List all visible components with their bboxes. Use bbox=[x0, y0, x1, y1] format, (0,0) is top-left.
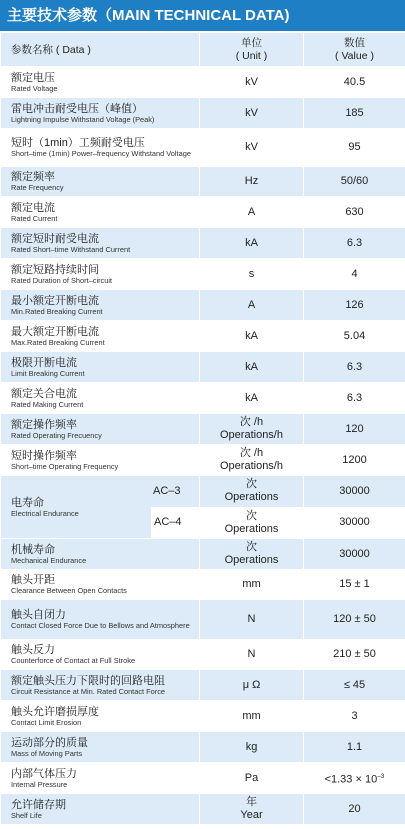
table-row: 运动部分的质量 Mass of Moving Parts kg 1.1 bbox=[1, 732, 405, 763]
table-row: 触头自闭力 Contact Closed Force Due to Bellows and Atmosphere N 120 ± 50 bbox=[1, 600, 405, 640]
technical-data-table bbox=[0, 32, 405, 825]
table-row: 额定操作频率 Rated Operating Frecuency 次 /h Operations/h 120 bbox=[1, 414, 405, 445]
table-row-electrical-ac3: 电寿命 Electrical Endurance AC–3 AC–4 次 Operations 30000 bbox=[1, 476, 405, 508]
table-row: 触头开距 Clearance Between Open Contacts mm 15 ± 1 bbox=[1, 570, 405, 600]
table-row: 额定电压 Rated Voltage kV 40.5 bbox=[1, 67, 405, 98]
electrical-endurance-cell: 电寿命 Electrical Endurance AC–3 AC–4 bbox=[1, 476, 200, 539]
table-row: 额定电流 Rated Current A 630 bbox=[1, 197, 405, 228]
table-row: 内部气体压力 Internal Pressure Pa $<1.33 \times 10^{-3}$ bbox=[1, 763, 405, 794]
table-row: 允许储存期 Shelf Life 年 Year 20 bbox=[1, 794, 405, 825]
table-row: 触头反力 Counterforce of Contact at Full Stroke N 210 ± 50 bbox=[1, 640, 405, 670]
table-row: 短时（1min）工频耐受电压 Short–time (1min) Power–frequency Withstand Voltage kV 95 bbox=[1, 129, 405, 167]
table-row: 短时操作频率 Short–time Operating Frequency 次 /h Operations/h 1200 bbox=[1, 445, 405, 476]
param-header: 参数名称 ( Data ) bbox=[1, 33, 200, 67]
table-row: 极限开断电流 Limit Breaking Current kA 6.3 bbox=[1, 352, 405, 383]
ac4-label: AC–4 bbox=[151, 507, 199, 538]
table-row: 额定短路持续时间 Rated Duration of Short–circuit s 4 bbox=[1, 259, 405, 290]
page-title: 主要技术参数（MAIN TECHNICAL DATA) bbox=[0, 0, 405, 31]
table-row: 额定频率 Rate Frequency Hz 50/60 bbox=[1, 167, 405, 197]
table-row: 触头允许磨损厚度 Contact Limit Erosion mm 3 bbox=[1, 701, 405, 732]
table-row-electrical-ac4: 次 Operations 30000 bbox=[1, 507, 405, 539]
table-row: 机械寿命 Mechanical Endurance 次 Operations 30000 bbox=[1, 539, 405, 570]
table-header-row bbox=[1, 33, 405, 67]
unit-header: 单位 ( Unit ) bbox=[200, 33, 304, 67]
ac3-label: AC–3 bbox=[151, 476, 199, 507]
table-row: 最小额定开断电流 Min.Rated Breaking Current A 126 bbox=[1, 290, 405, 321]
value-header: 数值 ( Value ) bbox=[304, 33, 405, 67]
table-row: 额定关合电流 Rated Making Current kA 6.3 bbox=[1, 383, 405, 414]
table-row: 额定触头压力下限时的回路电阻 Circuit Resistance at Min. Rated Contact Force μ Ω ≤ 45 bbox=[1, 670, 405, 701]
table-row: 最大额定开断电流 Max.Rated Breaking Current kA 5.04 bbox=[1, 321, 405, 352]
internal-pressure-value: $<1.33 \times 10^{-3}$ bbox=[304, 763, 405, 794]
table-row: 额定短时耐受电流 Rated Short–time Withstand Current kA 6.3 bbox=[1, 228, 405, 259]
table-row: 雷电冲击耐受电压（峰值） Lightning Impulse Withstand Voltage (Peak) kV 185 bbox=[1, 98, 405, 129]
